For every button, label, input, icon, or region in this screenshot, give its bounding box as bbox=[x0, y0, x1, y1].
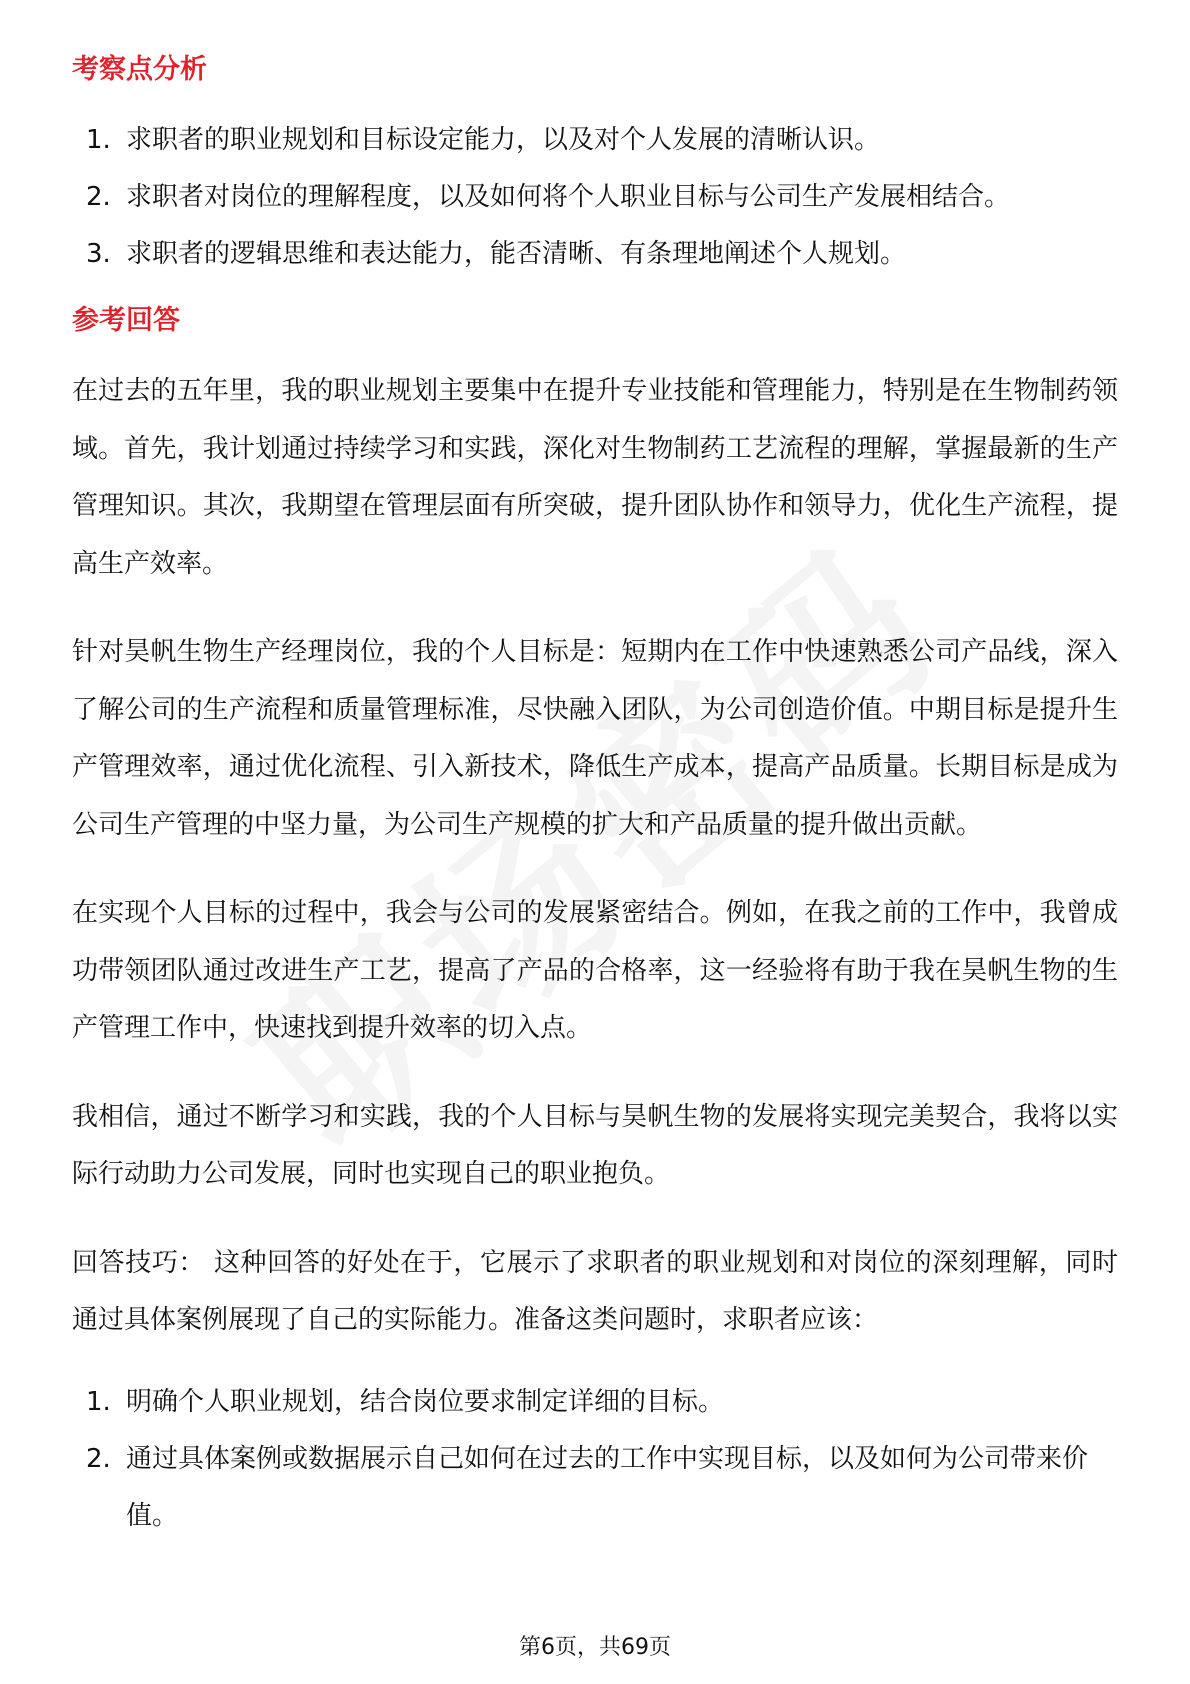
answer-paragraph: 我相信，通过不断学习和实践，我的个人目标与昊帆生物的发展将实现完美契合，我将以实际行动助力公司发展，同时也实现自己的职业抱负。 bbox=[72, 1101, 1118, 1189]
tips-list bbox=[72, 1374, 1118, 1545]
list-item-text: 通过具体案例或数据展示自己如何在过去的工作中实现目标，以及如何为公司带来价值。 bbox=[126, 1443, 1089, 1531]
list-item-number: 2. bbox=[86, 182, 111, 212]
list-item-number: 1. bbox=[86, 1386, 111, 1417]
page-number: 第6页，共69页 bbox=[519, 1635, 671, 1660]
list-item-text: 求职者的职业规划和目标设定能力，以及对个人发展的清晰认识。 bbox=[126, 125, 881, 155]
answer-paragraph: 在实现个人目标的过程中，我会与公司的发展紧密结合。例如，在我之前的工作中，我曾成功带领团队通过改进生产工艺，提高了产品的合格率，这一经验将有助于我在昊帆生物的生产管理工作中，快速找到提升效率的切入点。 bbox=[72, 898, 1118, 1043]
list-item-text: 明确个人职业规划，结合岗位要求制定详细的目标。 bbox=[126, 1386, 725, 1417]
section-title-analysis: 考察点分析 bbox=[72, 54, 207, 85]
list-item-number: 3. bbox=[86, 239, 111, 269]
list-item bbox=[72, 1374, 1118, 1431]
list-item-text: 求职者的逻辑思维和表达能力，能否清晰、有条理地阐述个人规划。 bbox=[126, 239, 907, 269]
list-item-number: 2. bbox=[86, 1443, 111, 1474]
page-content bbox=[72, 50, 1118, 1563]
section-title-answer: 参考回答 bbox=[72, 305, 180, 336]
list-item-text: 求职者对岗位的理解程度，以及如何将个人职业目标与公司生产发展相结合。 bbox=[126, 182, 1011, 212]
list-item bbox=[72, 112, 1118, 169]
answer-paragraph: 在过去的五年里，我的职业规划主要集中在提升专业技能和管理能力，特别是在生物制药领域。首先，我计划通过持续学习和实践，深化对生物制药工艺流程的理解，掌握最新的生产管理知识。其次，我期望在管理层面有所突破，提升团队协作和领导力，优化生产流程，提高生产效率。 bbox=[72, 376, 1118, 579]
list-item-number: 1. bbox=[86, 125, 111, 155]
answer-tips-paragraph: 回答技巧： 这种回答的好处在于，它展示了求职者的职业规划和对岗位的深刻理解，同时通过具体案例展现了自己的实际能力。准备这类问题时，求职者应该： bbox=[72, 1247, 1118, 1335]
answer-paragraph: 针对昊帆生物生产经理岗位，我的个人目标是：短期内在工作中快速熟悉公司产品线，深入了解公司的生产流程和质量管理标准，尽快融入团队，为公司创造价值。中期目标是提升生产管理效率，通过优化流程、引入新技术，降低生产成本，提高产品质量。长期目标是成为公司生产管理的中坚力量，为公司生产规模的扩大和产品质量的提升做出贡献。 bbox=[72, 637, 1118, 840]
analysis-list bbox=[72, 112, 1118, 283]
list-item bbox=[72, 169, 1118, 226]
list-item bbox=[72, 226, 1118, 283]
list-item bbox=[72, 1431, 1118, 1545]
